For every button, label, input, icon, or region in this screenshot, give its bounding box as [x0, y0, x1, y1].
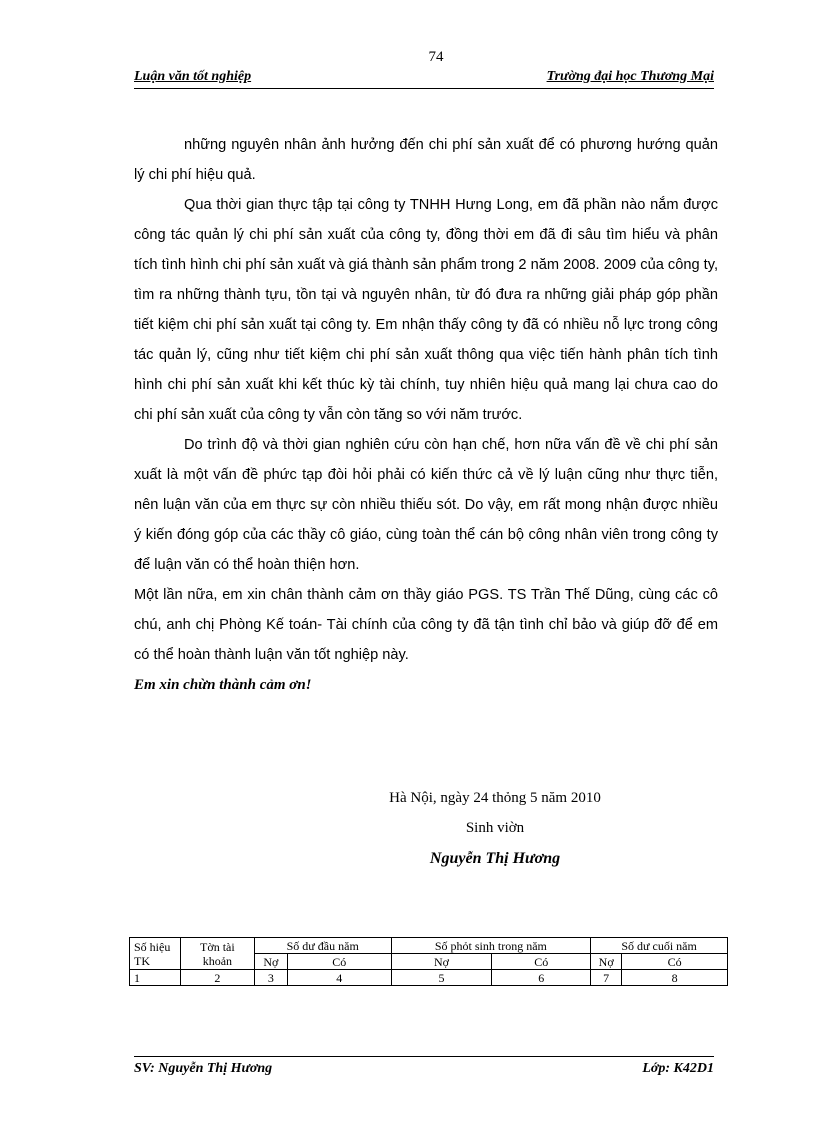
signature-date: Hà Nội, ngày 24 thỏng 5 năm 2010 — [389, 790, 601, 806]
table-cell: 1 — [130, 970, 181, 986]
header-opening-credit: Có — [287, 954, 391, 970]
header-opening-balance: Số dư đầu năm — [254, 938, 391, 954]
header-closing-debit: Nợ — [591, 954, 622, 970]
header-account-name: Tờn tài khoản — [180, 938, 254, 970]
footer-class: Lớp: K42D1 — [642, 1061, 714, 1076]
page-number: 74 — [428, 49, 444, 65]
header-account-no: Số hiệu TK — [130, 938, 181, 970]
header-period-activity: Số phỏt sinh trong năm — [391, 938, 591, 954]
table-cell: 5 — [391, 970, 492, 986]
paragraph-internship: Qua thời gian thực tập tại công ty TNHH Hưng Long, em đã phần nào nắm được công tác quản lý chi phí sản xuất của công ty, đồng thời em đã đi sâu tìm hiểu và phân tích tình hình chi phí sản xuất và giá thành sản phẩm trong 2 năm 2008. 2009 của công ty, tìm ra những thành tựu, tồn tại và nguyên nhân, từ đó đưa ra những giải pháp góp phần tiết kiệm chi phí sản xuất tại công ty. Em nhận thấy công ty đã có nhiều nỗ lực trong công tác quản lý, cũng như tiết kiệm chi phí sản xuất thông qua việc tiến hành phân tích tình hình chi phí sản xuất khi kết thúc kỳ tài chính, tuy nhiên hiệu quả mang lại chưa cao do chi phí sản xuất của công ty vẫn còn tăng so với năm trước. — [134, 197, 718, 423]
table-cell: 7 — [591, 970, 622, 986]
footer-student: SV: Nguyễn Thị Hương — [134, 1061, 273, 1076]
page-header — [134, 68, 714, 89]
table-cell: 8 — [622, 970, 728, 986]
header-university-label: Trường đại học Thương Mại — [546, 69, 714, 84]
table-header-row — [130, 938, 728, 954]
paragraph-limitations: Do trình độ và thời gian nghiên cứu còn hạn chế, hơn nữa vấn đề về chi phí sản xuất là một vấn đề phức tạp đòi hỏi phải có kiến thức cả về lý luận cũng như thực tiễn, nên luận văn của em thực sự còn nhiều thiếu sót. Do vậy, em rất mong nhận được nhiều ý kiến đóng góp của các thầy cô giáo, cùng toàn thể cán bộ công nhân viên trong công ty để luận văn có thể hoàn thiện hơn. — [134, 437, 718, 573]
page-footer — [134, 1056, 714, 1076]
closing-line: Em xin chừn thành cảm ơn! — [134, 677, 312, 693]
header-period-debit: Nợ — [391, 954, 492, 970]
account-balance-table — [129, 937, 728, 986]
table-cell: 4 — [287, 970, 391, 986]
header-closing-credit: Có — [622, 954, 728, 970]
signature-role: Sinh viờn — [465, 820, 525, 836]
header-opening-debit: Nợ — [254, 954, 287, 970]
table-row — [130, 970, 728, 986]
table-cell: 2 — [180, 970, 254, 986]
paragraph-thanks: Một lần nữa, em xin chân thành cảm ơn thầy giáo PGS. TS Trần Thế Dũng, cùng các cô chú, anh chị Phòng Kế toán- Tài chính của công ty đã tận tình chỉ bảo và giúp đỡ để em có thể hoàn thành luận văn tốt nghiệp này. — [134, 587, 718, 663]
table-cell: 3 — [254, 970, 287, 986]
signature-name: Nguyễn Thị Hương — [429, 850, 561, 867]
body-text — [134, 130, 718, 700]
header-closing-balance: Số dư cuối năm — [591, 938, 728, 954]
paragraph-intro: những nguyên nhân ảnh hưởng đến chi phí sản xuất để có phương hướng quản lý chi phí hiệu quả. — [134, 137, 718, 183]
header-period-credit: Có — [492, 954, 591, 970]
table-cell: 6 — [492, 970, 591, 986]
header-thesis-label: Luận văn tốt nghiệp — [134, 69, 252, 84]
